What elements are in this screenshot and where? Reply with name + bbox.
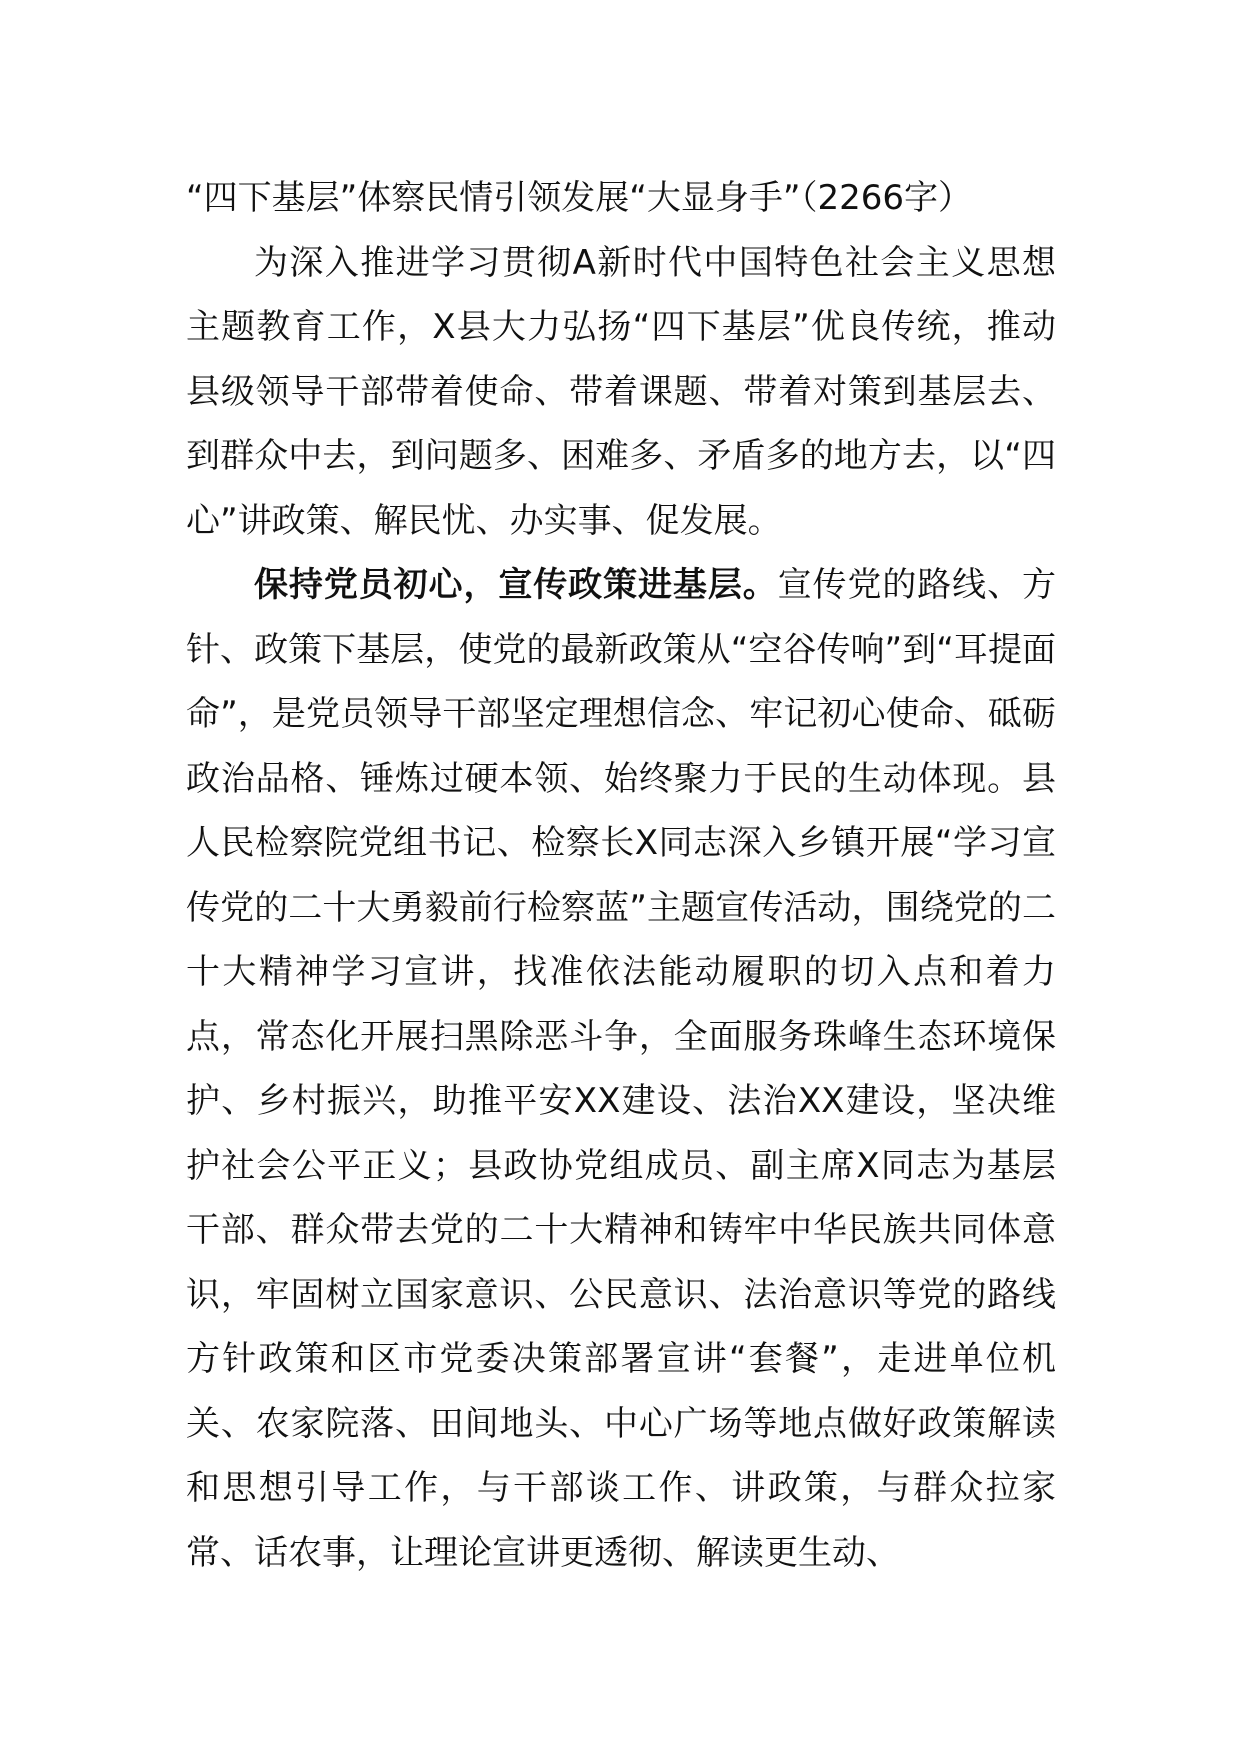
paragraph-text: 为深入推进学习贯彻A新时代中国特色社会主义思想主题教育工作，X县大力弘扬“四下基层”优良传统，推动县级领导干部带着使命、带着课题、带着对策到基层去、到群众中去，到问题多、困难多、矛盾多的地方去，以“四心”讲政策、解民忧、办实事、促发展。	[186, 242, 1056, 541]
paragraph-intro	[186, 231, 1056, 554]
paragraph-text: 宣传党的路线、方针、政策下基层，使党的最新政策从“空谷传响”到“耳提面命”，是党员领导干部坚定理想信念、牢记初心使命、砥砺政治品格、锤炼过硬本领、始终聚力于民的生动体现。县人民检察院党组书记、检察长X同志深入乡镇开展“学习宣传党的二十大勇毅前行检察蓝”主题宣传活动，围绕党的二十大精神学习宣讲，找准依法能动履职的切入点和着力点，常态化开展扫黑除恶斗争，全面服务珠峰生态环境保护、乡村振兴，助推平安XX建设、法治XX建设，坚决维护社会公平正义；县政协党组成员、副主席X同志为基层干部、群众带去党的二十大精神和铸牢中华民族共同体意识，牢固树立国家意识、公民意识、法治意识等党的路线方针政策和区市党委决策部署宣讲“套餐”，走进单位机关、农家院落、田间地头、中心广场等地点做好政策解读和思想引导工作，与干部谈工作、讲政策，与群众拉家常、话农事，让理论宣讲更透彻、解读更生动、	[186, 565, 1057, 1573]
document-title: “四下基层”体察民情引领发展“大显身手”（2266字）	[186, 178, 972, 218]
document-body	[186, 166, 1056, 1585]
paragraph-lead: 保持党员初心，宣传政策进基层。	[254, 565, 778, 605]
paragraph-policy	[186, 553, 1056, 1585]
